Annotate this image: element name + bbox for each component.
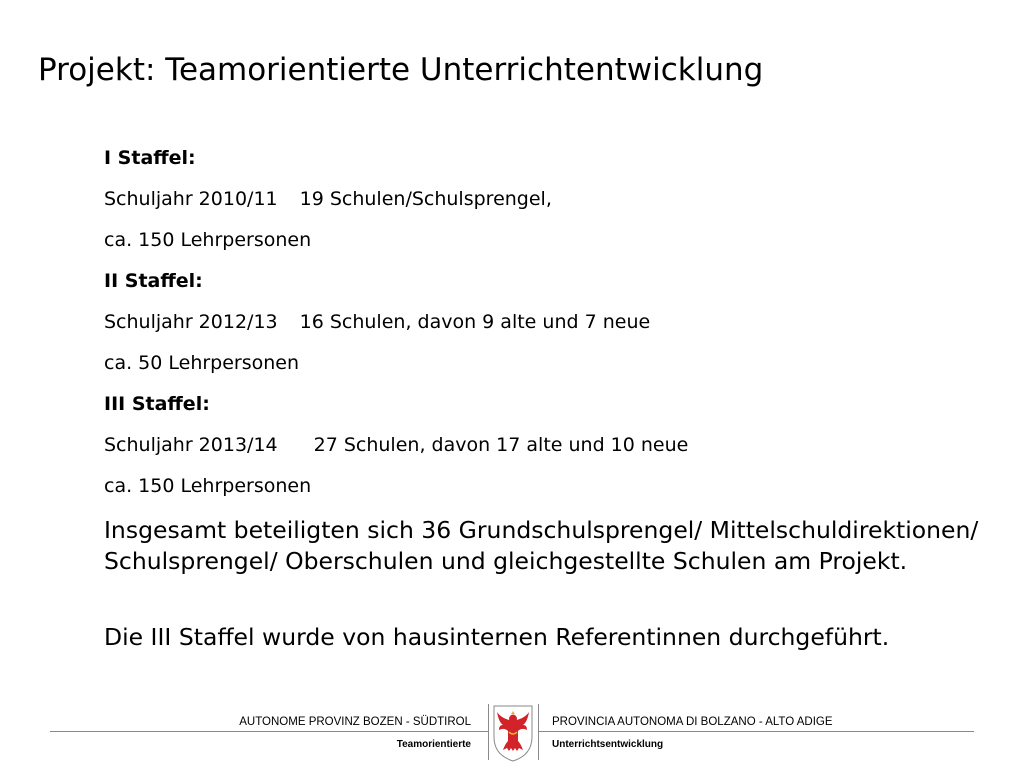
staffel-3-details (104, 427, 984, 468)
staffel-1-details (104, 181, 984, 222)
staffel-1-heading: I Staffel: (104, 147, 196, 169)
page-title: Projekt: Teamorientierte Unterrichtentwicklung (38, 52, 764, 88)
staffel-1-teachers: ca. 150 Lehrpersonen (104, 229, 312, 251)
staffel-2-schools: 16 Schulen, davon 9 alte und 7 neue (299, 311, 651, 333)
staffel-2-teachers: ca. 50 Lehrpersonen (104, 352, 300, 374)
staffel-2-heading: II Staffel: (104, 270, 203, 292)
emblem-border-left (488, 704, 489, 760)
staffel-2-year: Schuljahr 2012/13 (104, 311, 278, 333)
staffel-3-heading: III Staffel: (104, 393, 210, 415)
staffel-1-year: Schuljahr 2010/11 (104, 188, 278, 210)
staffel-3-teachers: ca. 150 Lehrpersonen (104, 475, 312, 497)
footer-org-german: AUTONOME PROVINZ BOZEN - SÜDTIROL (239, 716, 471, 728)
eagle-coat-of-arms-icon (491, 703, 535, 763)
summary-participation: Insgesamt beteiligten sich 36 Grundschulsprengel/ Mittelschuldirektionen/ Schulsprengel/ Oberschulen und gleichgestellte Schulen am Projekt. (104, 516, 979, 575)
footer-divider-left (50, 731, 488, 732)
footer-org-italian: PROVINCIA AUTONOMA DI BOLZANO - ALTO ADIGE (552, 716, 833, 728)
footer-subtitle-right: Unterrichtsentwicklung (552, 739, 664, 750)
footer-subtitle-left: Teamorientierte (396, 739, 471, 750)
footer-divider-right (538, 731, 974, 732)
emblem-border-right (538, 704, 539, 760)
staffel-1-schools: 19 Schulen/Schulsprengel, (299, 188, 552, 210)
staffel-list (104, 140, 984, 509)
staffel-2-details (104, 304, 984, 345)
staffel-3-schools: 27 Schulen, davon 17 alte und 10 neue (313, 434, 689, 456)
summary-referents: Die III Staffel wurde von hausinternen Referentinnen durchgeführt. (104, 623, 890, 651)
staffel-3-year: Schuljahr 2013/14 (104, 434, 278, 456)
